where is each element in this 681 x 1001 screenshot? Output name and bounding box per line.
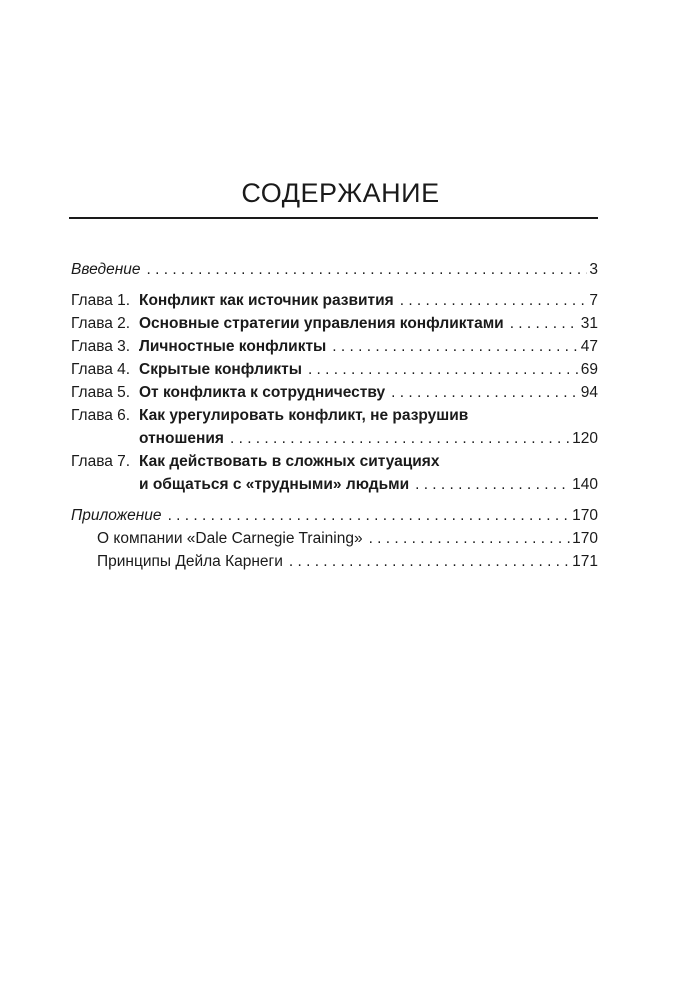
toc-page-number: 120 <box>572 430 598 447</box>
dot-leader <box>510 312 579 335</box>
dot-leader <box>308 358 579 381</box>
page-title: СОДЕРЖАНИЕ <box>241 178 440 208</box>
chapter-prefix: Глава 6. <box>71 407 131 424</box>
chapter-prefix: Глава 5. <box>71 384 131 401</box>
dot-leader <box>147 258 588 281</box>
toc-entry-title: Основные стратегии управления конфликтами <box>139 315 504 332</box>
dot-leader <box>168 504 571 527</box>
toc-entry-chapter-7[interactable] <box>71 450 598 496</box>
toc-entry-intro[interactable] <box>71 258 598 281</box>
dot-leader <box>415 473 570 496</box>
toc-entry-title: Введение <box>71 261 141 278</box>
toc-page-number: 7 <box>589 292 598 309</box>
toc-entry-chapter-6[interactable] <box>71 404 598 450</box>
toc-page-number: 3 <box>589 261 598 278</box>
dot-leader <box>289 550 570 573</box>
toc-entry-title-line-1: Как урегулировать конфликт, не разрушив <box>139 407 469 424</box>
dot-leader <box>230 427 570 450</box>
toc-page-number: 47 <box>580 338 598 355</box>
toc-page-number: 171 <box>572 553 598 570</box>
toc-page-number: 170 <box>572 530 598 547</box>
toc-entry-title: Приложение <box>71 507 162 524</box>
dot-leader <box>400 289 588 312</box>
toc-entry-title: Скрытые конфликты <box>139 361 302 378</box>
toc-entry-title: Принципы Дейла Карнеги <box>97 553 283 570</box>
chapter-prefix: Глава 1. <box>71 292 131 309</box>
toc-entry-chapter-2[interactable] <box>71 312 598 335</box>
dot-leader <box>369 527 571 550</box>
dot-leader <box>391 381 579 404</box>
toc-entry-chapter-5[interactable] <box>71 381 598 404</box>
toc-entry-appendix[interactable] <box>71 504 598 527</box>
toc-page-number: 31 <box>580 315 598 332</box>
toc-page-number: 140 <box>572 476 598 493</box>
chapter-prefix: Глава 2. <box>71 315 131 332</box>
toc-page-number: 69 <box>580 361 598 378</box>
toc-entry-appendix-item-2[interactable] <box>71 550 598 573</box>
toc-page-number: 170 <box>572 507 598 524</box>
toc-entry-title: Конфликт как источник развития <box>139 292 394 309</box>
title-divider <box>69 217 598 219</box>
toc-entry-title: От конфликта к сотрудничеству <box>139 384 386 401</box>
toc-entry-title: О компании «Dale Carnegie Training» <box>97 530 363 547</box>
toc-entry-title: Личностные конфликты <box>139 338 327 355</box>
toc-page-number: 94 <box>580 384 598 401</box>
chapter-prefix: Глава 4. <box>71 361 131 378</box>
toc-entry-chapter-1[interactable] <box>71 289 598 312</box>
toc-entry-appendix-item-1[interactable] <box>71 527 598 550</box>
toc-entry-chapter-4[interactable] <box>71 358 598 381</box>
toc-entry-title-line-2: отношения <box>139 430 224 447</box>
chapter-prefix: Глава 3. <box>71 338 131 355</box>
dot-leader <box>332 335 578 358</box>
toc-entry-title-line-2: и общаться с «трудными» людьми <box>139 476 410 493</box>
table-of-contents <box>71 258 598 573</box>
chapter-prefix: Глава 7. <box>71 453 131 470</box>
toc-entry-title-line-1: Как действовать в сложных ситуациях <box>139 453 440 470</box>
toc-entry-chapter-3[interactable] <box>71 335 598 358</box>
